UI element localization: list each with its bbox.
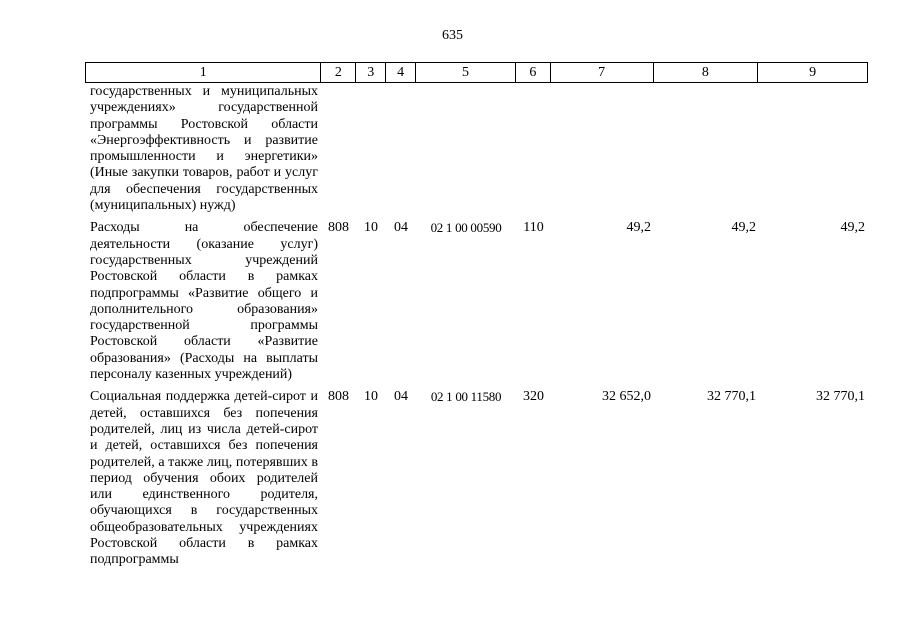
row-section: 10 — [364, 220, 378, 236]
header-col-3: 3 — [356, 63, 386, 82]
row-description: государственных и муниципальных учреждениях» государственной программы Ростовской области «Энергоэффективность и развитие промышленности и энергетики» (Иные закупки товаров, работ и услуг для обеспечения государственных (муниципальных) нужд) — [90, 84, 318, 214]
row-target — [416, 84, 516, 214]
row-year1 — [551, 84, 654, 214]
row-target: 02 1 00 11580 — [430, 389, 502, 405]
row-section — [356, 84, 386, 214]
header-col-6: 6 — [516, 63, 551, 82]
row-year3: 32 770,1 — [816, 389, 865, 405]
row-description: Расходы на обеспечение деятельности (оказание услуг) государственных учреждений Ростовской области в рамках подпрограммы «Развитие общего и дополнительного образования» государственной программы Ростовской области «Развитие образования» (Расходы на выплаты персоналу казенных учреждений) — [90, 220, 318, 383]
header-col-8: 8 — [654, 63, 759, 82]
table-header — [85, 62, 868, 83]
row-ministry: 808 — [328, 220, 349, 236]
page-number: 635 — [442, 28, 463, 43]
row-year2 — [654, 84, 759, 214]
row-year3: 49,2 — [840, 220, 865, 236]
row-ministry: 808 — [328, 389, 349, 405]
row-ministry — [321, 84, 356, 214]
row-subsection — [386, 84, 416, 214]
row-subsection: 04 — [394, 389, 408, 405]
header-col-7: 7 — [551, 63, 654, 82]
row-year2: 49,2 — [731, 220, 756, 236]
row-year1: 49,2 — [626, 220, 651, 236]
header-col-2: 2 — [321, 63, 356, 82]
header-col-9: 9 — [809, 65, 817, 80]
table-body — [85, 84, 868, 575]
row-description: Социальная поддержка детей-сирот и детей, оставшихся без попечения родителей, лиц из числа детей-сирот и детей, оставшихся без попечения родителей, а также лиц, потерявших в период обучения обоих родителей или единственного родителя, обучающихся в государственных общеобразовательных учреждениях Ростовской области в рамках подпрограммы — [90, 389, 318, 568]
table-row — [85, 84, 868, 214]
row-expense-type — [516, 84, 551, 214]
header-col-5: 5 — [416, 63, 516, 82]
row-year3 — [759, 84, 868, 214]
row-section: 10 — [364, 389, 378, 405]
table-row — [85, 220, 868, 383]
row-expense-type: 110 — [523, 220, 544, 236]
header-col-4: 4 — [386, 63, 416, 82]
row-year2: 32 770,1 — [707, 389, 756, 405]
row-subsection: 04 — [394, 220, 408, 236]
table-row — [85, 389, 868, 568]
row-year1: 32 652,0 — [602, 389, 651, 405]
row-target: 02 1 00 00590 — [430, 220, 502, 236]
header-col-1: 1 — [86, 63, 321, 82]
row-expense-type: 320 — [523, 389, 544, 405]
